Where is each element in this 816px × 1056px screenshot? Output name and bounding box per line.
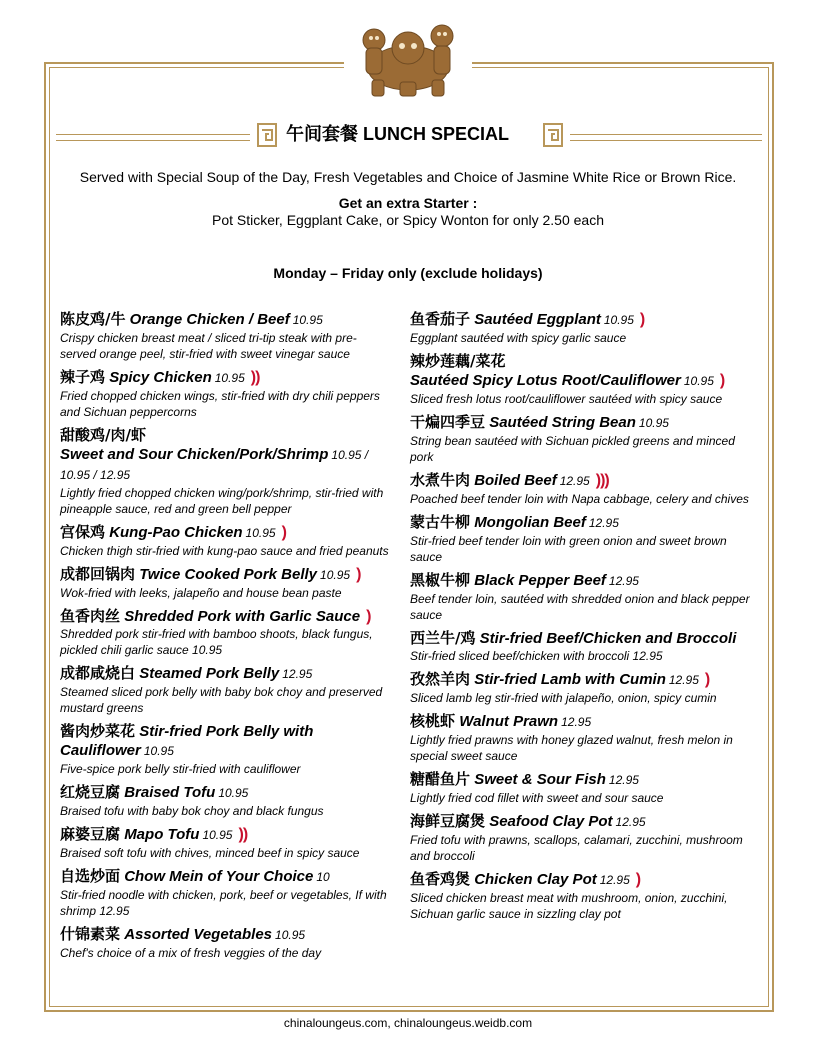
chili-pepper-icon: ) (719, 372, 725, 389)
dish-name-english: Stir-fried Beef/Chicken and Broccoli (479, 630, 737, 647)
dish-price: 10.95 (275, 928, 306, 942)
title-rule-right (570, 134, 762, 141)
menu-item-name-line2 (410, 371, 755, 391)
menu-item (60, 523, 390, 559)
menu-item (60, 565, 390, 601)
dish-description: Braised tofu with baby bok choy and black fungus (60, 804, 324, 818)
dish-name-chinese: 鱼香茄子 (410, 310, 471, 328)
menu-item-name (410, 571, 755, 591)
dish-name-english: Sautéed Eggplant (474, 311, 601, 328)
menu-item (410, 571, 755, 623)
title-rule-left (56, 134, 250, 141)
chili-pepper-icon: ) (281, 524, 286, 541)
dish-description: Sliced lamb leg stir-fried with jalapeño, onion, spicy cumin (410, 691, 717, 705)
dish-name-english: Stir-fried Lamb with Cumin (474, 671, 666, 688)
menu-item (60, 664, 390, 716)
dish-description: Five-spice pork belly stir-fried with cauliflower (60, 762, 301, 776)
menu-item (410, 770, 755, 806)
menu-item (410, 513, 755, 565)
menu-item (60, 368, 390, 420)
title-english: LUNCH SPECIAL (363, 124, 510, 144)
dish-name-chinese: 鱼香肉丝 (60, 607, 121, 625)
guardian-lion-logo (344, 18, 472, 98)
dish-name-chinese: 海鲜豆腐煲 (410, 812, 486, 830)
dish-description: Steamed sliced pork belly with baby bok choy and preserved mustard greens (60, 685, 383, 715)
dish-description: Sliced chicken breast meat with mushroom, onion, zucchini, Sichuan garlic sauce in sizzling clay pot (410, 891, 728, 921)
menu-item-name (410, 310, 755, 330)
dish-price: 12.95 (615, 815, 646, 829)
dish-name-english: Boiled Beef (474, 472, 557, 489)
dish-name-english: Kung-Pao Chicken (109, 524, 243, 541)
menu-item-name (410, 812, 755, 832)
dish-price: 10.95 (202, 828, 233, 842)
dish-description: Poached beef tender loin with Napa cabbage, celery and chives (410, 492, 749, 506)
dish-price: 10.95 (214, 371, 245, 385)
menu-item-name (60, 664, 390, 684)
menu-item-name (410, 712, 755, 732)
dish-name-english: Chow Mein of Your Choice (124, 868, 314, 885)
dish-name-chinese: 自选炒面 (60, 867, 121, 885)
dish-name-chinese: 酱肉炒菜花 (60, 722, 136, 740)
menu-item (60, 310, 390, 362)
dish-name-chinese: 核桃虾 (410, 712, 456, 730)
dish-name-chinese: 黑椒牛柳 (410, 571, 471, 589)
dish-name-chinese: 红烧豆腐 (60, 783, 121, 801)
dish-name-english: Twice Cooked Pork Belly (139, 566, 318, 583)
chili-pepper-icon: )) (238, 826, 248, 843)
dish-price: 10.95 (218, 786, 249, 800)
meander-ornament-icon (256, 122, 278, 148)
dish-name-chinese: 甜酸鸡/肉/虾 (60, 426, 146, 444)
menu-item (60, 825, 390, 861)
dish-description: Stir-fried beef tender loin with green onion and sweet brown sauce (410, 534, 727, 564)
dish-description: Eggplant sautéed with spicy garlic sauce (410, 331, 627, 345)
dish-price: 12.95 (599, 873, 630, 887)
chili-pepper-icon: )) (250, 369, 260, 386)
dish-name-english: Sweet & Sour Fish (474, 771, 606, 788)
dish-description: Crispy chicken breast meat / sliced tri-tip steak with pre-served orange peel, stir-fried with sweet vinegar sauce (60, 331, 357, 361)
dish-name-chinese: 麻婆豆腐 (60, 825, 121, 843)
dish-description: Stir-fried noodle with chicken, pork, beef or vegetables, If with shrimp 12.95 (60, 888, 387, 918)
menu-item-name (60, 925, 390, 945)
dish-name-chinese: 宫保鸡 (60, 523, 106, 541)
dish-description: Lightly fried prawns with honey glazed walnut, fresh melon in special sweet sauce (410, 733, 733, 763)
menu-item-name-line2 (60, 445, 390, 485)
dish-description: Lightly fried chopped chicken wing/pork/shrimp, stir-fried with pineapple sauce, red and green bell pepper (60, 486, 384, 516)
dish-price: 12.95 (608, 773, 639, 787)
dish-price: 12.95 (588, 516, 619, 530)
menu-item (410, 413, 755, 465)
menu-item (410, 670, 755, 706)
dish-price: 10.95 (603, 313, 634, 327)
dish-price: 10.95 (320, 568, 351, 582)
menu-item-name (60, 426, 390, 445)
menu-item-name (60, 607, 390, 626)
dish-price: 12.95 (608, 574, 639, 588)
dish-name-english: Shredded Pork with Garlic Sauce (124, 608, 361, 625)
dish-price: 10.95 / 10.95 / 12.95 (60, 448, 369, 482)
menu-column-left (60, 310, 390, 967)
dish-price: 12.95 (559, 474, 590, 488)
dish-name-chinese: 鱼香鸡煲 (410, 870, 471, 888)
dish-description: Lightly fried cod fillet with sweet and sour sauce (410, 791, 664, 805)
menu-item (410, 629, 755, 664)
dish-description: Wok-fried with leeks, jalapeño and house bean paste (60, 586, 342, 600)
title-row (0, 116, 816, 150)
dish-description: Beef tender loin, sautéed with shredded onion and black pepper sauce (410, 592, 750, 622)
dish-description: Braised soft tofu with chives, minced beef in spicy sauce (60, 846, 360, 860)
menu-item-name (410, 670, 755, 690)
dish-name-chinese: 干煸四季豆 (410, 413, 486, 431)
menu-item (410, 310, 755, 346)
dish-name-english: Walnut Prawn (459, 713, 559, 730)
starter-text: Pot Sticker, Eggplant Cake, or Spicy Wonton for only 2.50 each (212, 212, 604, 228)
dish-price: 10.95 (683, 374, 714, 388)
dish-price: 10.95 (638, 416, 669, 430)
dish-name-english: Assorted Vegetables (124, 926, 273, 943)
chili-pepper-icon: ) (366, 608, 371, 625)
menu-column-right (410, 310, 755, 928)
menu-item (60, 867, 390, 919)
dish-name-english: Seafood Clay Pot (489, 813, 613, 830)
dish-name-chinese: 陈皮鸡/牛 (60, 310, 126, 328)
menu-item (410, 352, 755, 407)
dish-description: Fried tofu with prawns, scallops, calamari, zucchini, mushroom and broccoli (410, 833, 743, 863)
dish-description: Shredded pork stir-fried with bamboo shoots, black fungus, pickled chili garlic sauce 10.95 (60, 627, 373, 657)
menu-item (410, 812, 755, 864)
dish-name-chinese: 蒙古牛柳 (410, 513, 471, 531)
menu-item (410, 712, 755, 764)
dish-price: 10.95 (143, 744, 174, 758)
availability-note: Monday – Friday only (exclude holidays) (273, 265, 543, 281)
menu-item-name (60, 825, 390, 845)
dish-description: Chicken thigh stir-fried with kung-pao sauce and fried peanuts (60, 544, 389, 558)
chili-pepper-icon: ))) (595, 472, 609, 489)
dish-price: 12.95 (561, 715, 592, 729)
menu-item-name (410, 413, 755, 433)
dish-name-english: Chicken Clay Pot (474, 871, 597, 888)
dish-name-english: Mongolian Beef (474, 514, 586, 531)
dish-name-chinese: 辣炒莲藕/菜花 (410, 352, 506, 370)
menu-item (60, 607, 390, 658)
starter-heading: Get an extra Starter : (338, 195, 478, 211)
chili-pepper-icon: ) (635, 871, 641, 888)
menu-item-name (60, 867, 390, 887)
menu-item-name (410, 471, 755, 491)
menu-item-name (410, 770, 755, 790)
menu-item-name (60, 783, 390, 803)
served-with-text: Served with Special Soup of the Day, Fresh Vegetables and Choice of Jasmine White Rice or Brown Rice. (79, 169, 737, 185)
chili-pepper-icon: ) (639, 311, 645, 328)
dish-name-english: Stir-fried Pork Belly with Cauliflower (60, 723, 314, 759)
dish-name-english: Braised Tofu (124, 784, 216, 801)
dish-name-english: Sautéed Spicy Lotus Root/Cauliflower (410, 372, 681, 389)
menu-item (410, 870, 755, 922)
menu-item-name (60, 722, 390, 761)
dish-price: 12.95 (282, 667, 313, 681)
meander-ornament-icon (542, 122, 564, 148)
menu-item (60, 925, 390, 961)
menu-item (60, 426, 390, 517)
menu-item-name (60, 368, 390, 388)
dish-name-english: Mapo Tofu (124, 826, 200, 843)
dish-price: 10.95 (245, 526, 276, 540)
dish-name-english: Orange Chicken / Beef (129, 311, 290, 328)
menu-item (60, 722, 390, 777)
dish-name-chinese: 辣子鸡 (60, 368, 106, 386)
menu-item-name (60, 523, 390, 543)
dish-name-english: Steamed Pork Belly (139, 665, 280, 682)
dish-name-english: Spicy Chicken (109, 369, 212, 386)
dish-name-chinese: 糖醋鱼片 (410, 770, 471, 788)
dish-description: Fried chopped chicken wings, stir-fried with dry chili peppers and Sichuan peppercorns (60, 389, 380, 419)
dish-description: Sliced fresh lotus root/cauliflower sautéed with spicy sauce (410, 392, 723, 406)
page-title (286, 120, 509, 146)
dish-description: String bean sautéed with Sichuan pickled greens and minced pork (410, 434, 735, 464)
menu-item-name (410, 513, 755, 533)
dish-name-chinese: 西兰牛/鸡 (410, 629, 476, 647)
dish-price: 10 (316, 870, 330, 884)
dish-name-english: Sautéed String Bean (489, 414, 636, 431)
dish-name-chinese: 成都咸烧白 (60, 664, 136, 682)
dish-price: 10.95 (292, 313, 323, 327)
footer-website: chinaloungeus.com, chinaloungeus.weidb.com (283, 1016, 533, 1030)
menu-item-name (410, 352, 755, 371)
dish-name-chinese: 成都回锅肉 (60, 565, 136, 583)
menu-item (60, 783, 390, 819)
dish-description: Stir-fried sliced beef/chicken with broccoli 12.95 (410, 649, 663, 663)
dish-name-chinese: 孜然羊肉 (410, 670, 471, 688)
dish-name-english: Black Pepper Beef (474, 572, 606, 589)
chili-pepper-icon: ) (704, 671, 710, 688)
menu-item-name (60, 565, 390, 585)
chili-pepper-icon: ) (356, 566, 361, 583)
dish-name-chinese: 水煮牛肉 (410, 471, 471, 489)
menu-item-name (60, 310, 390, 330)
dish-price: 12.95 (668, 673, 699, 687)
dish-description: Chef's choice of a mix of fresh veggies of the day (60, 946, 322, 960)
title-chinese: 午间套餐 (286, 124, 358, 145)
menu-item-name (410, 629, 755, 648)
menu-item-name (410, 870, 755, 890)
menu-item (410, 471, 755, 507)
dish-name-english: Sweet and Sour Chicken/Pork/Shrimp (60, 446, 329, 463)
dish-name-chinese: 什锦素菜 (60, 925, 121, 943)
